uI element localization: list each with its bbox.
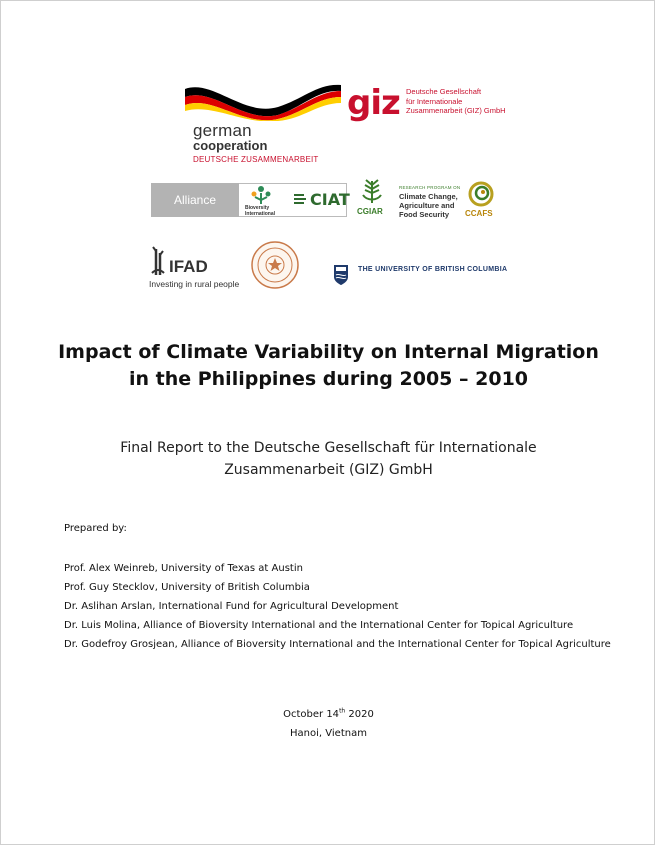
ubc-logo: THE UNIVERSITY OF BRITISH COLUMBIA <box>358 266 508 273</box>
report-place: Hanoi, Vietnam <box>290 728 367 739</box>
ccafs-line1: Climate Change, <box>399 192 458 201</box>
ccafs-program-label: RESEARCH PROGRAM ON <box>399 185 461 190</box>
report-subtitle <box>1 437 655 481</box>
cgiar-logo: CGIAR <box>357 207 383 216</box>
university-seal-logo <box>251 241 299 289</box>
giz-name-line2: für Internationale <box>406 96 463 106</box>
date-day: October 14 <box>283 709 340 720</box>
report-title-line1: Impact of Climate Variability on Internal Migration <box>58 341 599 363</box>
alliance-logo: Alliance <box>151 183 239 217</box>
ciat-icon <box>294 192 308 206</box>
ifad-logo: IFAD <box>169 257 208 276</box>
german-cooperation-line1: german <box>193 121 252 140</box>
ifad-wheat-icon <box>150 245 168 277</box>
report-subtitle-line2: Zusammenarbeit (GIZ) GmbH <box>224 462 433 478</box>
ccafs-logo: CCAFS <box>465 209 493 218</box>
ubc-shield-icon <box>333 264 349 286</box>
date-year: 2020 <box>345 709 374 720</box>
author-item: Dr. Luis Molina, Alliance of Bioversity International and the International Center for Topical Agriculture <box>64 620 574 631</box>
giz-name-line1: Deutsche Gesellschaft <box>406 87 482 96</box>
ccafs-swirl-icon <box>468 181 494 207</box>
ccafs-program-name <box>399 192 469 219</box>
author-item: Dr. Aslihan Arslan, International Fund for Agricultural Development <box>64 601 399 612</box>
report-subtitle-line1: Final Report to the Deutsche Gesellschaft für Internationale <box>120 440 537 456</box>
ifad-tagline: Investing in rural people <box>149 279 240 289</box>
ciat-logo: CIAT <box>310 190 350 209</box>
german-cooperation-line2: cooperation <box>193 138 268 153</box>
author-item: Prof. Guy Stecklov, University of British Columbia <box>64 582 310 593</box>
author-item: Prof. Alex Weinreb, University of Texas at Austin <box>64 563 303 574</box>
german-flag-wave-logo <box>183 77 343 121</box>
report-date <box>1 709 655 720</box>
giz-name-line3: Zusammenarbeit (GIZ) GmbH <box>406 106 506 115</box>
german-cooperation-line3: DEUTSCHE ZUSAMMENARBEIT <box>193 155 319 164</box>
cgiar-wheat-icon <box>357 177 387 205</box>
report-title-line2: in the Philippines during 2005 – 2010 <box>128 368 529 390</box>
author-item: Dr. Godefroy Grosjean, Alliance of Bioversity International and the International Center for Topical Agriculture <box>64 639 611 650</box>
ccafs-line2: Agriculture and <box>399 201 455 210</box>
report-title <box>1 339 655 393</box>
giz-full-name <box>406 87 526 116</box>
author-list <box>64 559 611 654</box>
bioversity-label: Bioversity International <box>245 205 276 217</box>
date-suffix: th <box>339 707 346 715</box>
ccafs-line3: Food Security <box>399 210 450 219</box>
prepared-by-label: Prepared by: <box>64 523 127 534</box>
giz-logo-mark: giz <box>347 83 400 123</box>
